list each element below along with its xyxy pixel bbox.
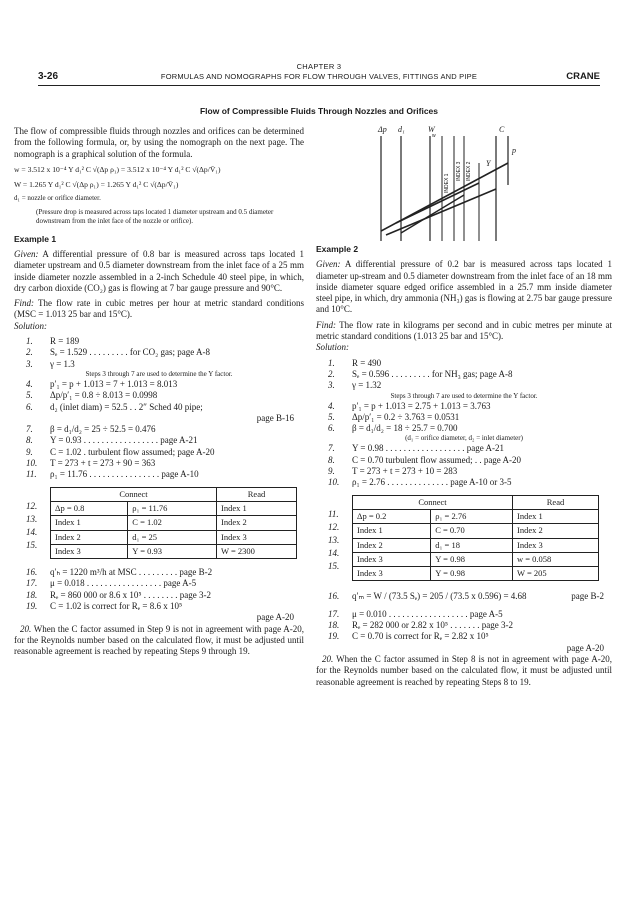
nomo-index3-label: INDEX 3 [456, 161, 462, 181]
step-number: 10. [328, 477, 340, 488]
example2-step [316, 620, 612, 631]
table-cell: Index 2 [51, 530, 128, 544]
example1-given [14, 249, 304, 294]
example1-step [14, 435, 304, 446]
example1-given-text: A differential pressure of 0.8 bar is measured across taps located 1 diameter upstream and 0.5 diameter downstream from the inlet face of a 25 mm inside diameter nozzle assembled in a 2-inch Schedule 40 steel pipe, in which, dry carbon dioxide (CO₂) gas is flowing at 7 bar gauge pressure and 90°C. [14, 248, 304, 293]
nomograph-svg [356, 123, 526, 243]
step-number: 17. [26, 578, 38, 589]
table-header-row [353, 495, 599, 509]
example2-steps-note: Steps 3 through 7 are used to determine the Y factor. [390, 391, 538, 400]
table-cell: W = 2300 [217, 544, 297, 558]
step-number: 19. [26, 600, 38, 611]
step-text: p′₁ = p + 1.013 = 2.75 + 1.013 = 3.763 [352, 400, 491, 411]
step-number: 1. [26, 336, 33, 347]
example1-step [14, 447, 304, 458]
nomo-label-d1: d₁ [398, 125, 405, 134]
left-column [14, 126, 304, 657]
table-cell: Index 2 [513, 524, 599, 538]
table-header-connect: Connect [353, 495, 513, 509]
step-number: 11. [26, 469, 37, 480]
nomo-line-4 [401, 195, 464, 233]
step-text: γ = 1.3 [50, 358, 75, 369]
chapter-label: CHAPTER 3 [296, 62, 342, 71]
d1-definition: d₁ = nozzle or orifice diameter. [14, 193, 101, 202]
step-number: 9. [328, 466, 335, 477]
step-text: Δp/p′₁ = 0.8 ÷ 8.013 = 0.0998 [50, 390, 158, 401]
step-number: 13. [26, 513, 38, 524]
step-number: 5. [26, 390, 33, 401]
table-cell: C = 1.02 [128, 516, 217, 530]
step-number: 20. [322, 653, 334, 664]
step-number: 8. [26, 435, 33, 446]
step-text: p′₁ = p + 1.013 = 7 + 1.013 = 8.013 [50, 378, 178, 389]
table-header-read: Read [513, 495, 599, 509]
step-text: q′ₕ = 1220 m³/h at MSC . . . . . . . . . page B-2 [50, 567, 213, 578]
example2-given [316, 259, 612, 315]
step-number: 3. [328, 380, 335, 391]
example1-step [14, 469, 304, 480]
example1-find-text: The flow rate in cubic metres per hour at metric standard conditions (MSC = 1.013 25 bar and 15°C). [14, 298, 304, 320]
example2-table-step-numbers [316, 508, 350, 573]
step-number: 13. [328, 534, 340, 545]
step-text: Rₑ = 282 000 or 2.82 x 10⁵ . . . . . . . page 3-2 [352, 620, 514, 631]
step-number: 18. [26, 589, 38, 600]
table-header-connect: Connect [51, 487, 217, 501]
step-text: Y = 0.93 . . . . . . . . . . . . . . . . . page A-21 [50, 435, 198, 446]
brand-name: CRANE [566, 71, 600, 82]
step-number: 5. [328, 411, 335, 422]
table-cell: Index 2 [353, 538, 431, 552]
example1-connect-table [14, 487, 304, 559]
step-number: 8. [328, 454, 335, 465]
example1-step19-ref: page A-20 [256, 612, 294, 623]
example2-step [316, 358, 612, 369]
example1-step [14, 336, 304, 347]
nomo-label-Y: Y [486, 159, 491, 168]
step-text: R = 490 [352, 357, 382, 368]
table-cell: Index 3 [513, 538, 599, 552]
step-text: C = 0.70 is correct for Rₑ = 2.82 x 10⁵ [352, 631, 489, 642]
example2-step6-note: (d₁ = orifice diameter, d₂ = inlet diameter) [405, 434, 523, 443]
table-cell: Index 3 [353, 567, 431, 581]
pressure-note: (Pressure drop is measured across taps located 1 diameter upstream and 0.5 diameter downstream from the inlet face of the nozzle or orifice). [36, 208, 274, 226]
example1-step [14, 590, 304, 601]
step-number: 14. [26, 526, 38, 537]
step-text: μ = 0.018 . . . . . . . . . . . . . . . . . page A-5 [50, 578, 197, 589]
step-number: 1. [328, 357, 335, 368]
step-number: 9. [26, 446, 33, 457]
table-cell: Index 2 [217, 516, 297, 530]
table-row [353, 524, 599, 538]
page-header [38, 71, 600, 84]
example2-step [316, 412, 612, 423]
step-ref: page B-2 [571, 591, 604, 602]
step-text: R = 189 [50, 336, 80, 347]
example1-step [14, 578, 304, 589]
step-number: 4. [26, 378, 33, 389]
table-cell: d₁ = 25 [128, 530, 217, 544]
step-number: 12. [328, 521, 340, 532]
step-text: q′ₘ = W / (73.5 Sₑ) = 205 / (73.5 x 0.596) = 4.68 [352, 591, 527, 602]
step-text: Rₑ = 860 000 or 8.6 x 10⁵ . . . . . . . . page 3-2 [50, 589, 212, 600]
step-text: C = 0.70 turbulent flow assumed; . . page A-20 [352, 454, 522, 465]
table-row [353, 509, 599, 523]
table-cell: d₁ = 18 [431, 538, 513, 552]
example1-step [14, 424, 304, 435]
example2-step [316, 423, 612, 434]
step-number: 16. [26, 567, 38, 578]
section-title: Flow of Compressible Fluids Through Nozzles and Orifices [199, 106, 439, 116]
table-cell: C = 0.70 [431, 524, 513, 538]
example2-step [316, 401, 612, 412]
connect-table [352, 495, 599, 582]
table-row [353, 567, 599, 581]
example2-solution-label: Solution: [316, 342, 349, 353]
table-cell: Δp = 0.2 [353, 509, 431, 523]
example1-steps-note: Steps 3 through 7 are used to determine the Y factor. [85, 369, 233, 378]
step-text: ρ₁ = 2.76 . . . . . . . . . . . . . . page A-10 or 3-5 [352, 477, 512, 488]
example1-step [14, 390, 304, 401]
table-cell: Index 1 [513, 509, 599, 523]
table-cell: ρ₁ = 2.76 [431, 509, 513, 523]
example2-step [316, 477, 612, 488]
step-number: 12. [26, 500, 38, 511]
example2-heading: Example 2 [316, 244, 359, 254]
nomo-index2-label: INDEX 2 [466, 161, 472, 181]
step-text: d₂ (inlet diam) = 52.5 . . 2″ Sched 40 pipe; [50, 401, 203, 412]
example1-step6-ref: page B-16 [256, 412, 294, 423]
example1-step [14, 601, 304, 612]
table-row [51, 530, 297, 544]
table-cell: Index 1 [217, 501, 297, 515]
step-number: 15. [328, 560, 340, 571]
step-number: 15. [26, 539, 38, 550]
nomo-w-label: w [432, 133, 436, 139]
connect-table [50, 487, 297, 559]
step-number: 6. [26, 401, 33, 412]
step-text: γ = 1.32 [352, 380, 382, 391]
table-row [51, 544, 297, 558]
table-cell: w = 0.058 [513, 552, 599, 566]
example2-find [316, 320, 612, 343]
nomograph-diagram [356, 123, 526, 243]
example2-find-label: Find: [316, 319, 336, 330]
step-number: 7. [26, 424, 33, 435]
step-number: 11. [328, 508, 339, 519]
step-number: 10. [26, 458, 38, 469]
table-row [353, 538, 599, 552]
example2-step [316, 455, 612, 466]
example2-step [316, 631, 612, 642]
step-number: 20. [20, 623, 32, 634]
table-row [51, 501, 297, 515]
example2-connect-table [316, 495, 612, 582]
example2-step [316, 369, 612, 380]
example2-step20 [316, 654, 612, 688]
step-number: 3. [26, 358, 33, 369]
right-column [316, 244, 612, 688]
table-cell: ρ₁ = 11.76 [128, 501, 217, 515]
step-text: When the C factor assumed in Step 9 is not in agreement with page A-20, for the Reynolds number based on the calculated flow, it must be adjusted until reasonable agreement is reached by repeating Steps 9 through 19. [14, 623, 305, 657]
table-cell: W = 205 [513, 567, 599, 581]
example2-given-label: Given: [316, 259, 341, 270]
example1-step [14, 567, 304, 578]
table-cell: Index 1 [51, 516, 128, 530]
example1-step [14, 379, 304, 390]
table-row [51, 516, 297, 530]
table-row [353, 552, 599, 566]
step-text: β = d₁/d₂ = 25 ÷ 52.5 = 0.476 [50, 424, 156, 435]
step-text: Y = 0.98 . . . . . . . . . . . . . . . . . . page A-21 [352, 443, 504, 454]
example1-step20 [14, 624, 304, 658]
nomo-index1-label: INDEX 1 [444, 173, 450, 193]
example1-find-label: Find: [14, 298, 34, 309]
step-text: Sₑ = 1.529 . . . . . . . . . for CO₂ gas; page A-8 [50, 347, 211, 358]
table-cell: Index 3 [217, 530, 297, 544]
table-header-row [51, 487, 297, 501]
example2-step16 [316, 591, 612, 602]
example2-step19-ref: page A-20 [566, 642, 604, 653]
step-text: β = d₁/d₂ = 18 ÷ 25.7 = 0.700 [352, 423, 458, 434]
step-text: T = 273 + t = 273 + 10 = 283 [352, 466, 458, 477]
example2-step [316, 443, 612, 454]
step-number: 14. [328, 547, 340, 558]
step-text: C = 1.02 . turbulent flow assumed; page A-20 [50, 446, 215, 457]
example2-find-text: The flow rate in kilograms per second and in cubic metres per minute at metric standard conditions (1.013 25 bar and 15°C). [316, 319, 612, 342]
intro-paragraph: The flow of compressible fluids through nozzles and orifices can be determined from the following formula, or, by using the nomograph on the next page. The nomograph is a graphical solution of the formula. [14, 126, 304, 159]
step-text: Sₑ = 0.596 . . . . . . . . . for NH₃ gas; page A-8 [352, 368, 513, 379]
step-number: 17. [328, 608, 340, 619]
table-cell: Δp = 0.8 [51, 501, 128, 515]
example1-table-step-numbers [14, 500, 48, 552]
nomo-label-C: C [499, 125, 505, 134]
step-text: When the C factor assumed in Step 8 is not in agreement with page A-20, for the Reynolds number based on the calculated flow, it must be adjusted until reasonable agreement is reached by repeating Steps 8 to 19. [316, 653, 612, 687]
table-cell: Y = 0.98 [431, 567, 513, 581]
nomo-label-W: W [428, 125, 435, 134]
page-header-title: FORMULAS AND NOMOGRAPHS FOR FLOW THROUGH VALVES, FITTINGS AND PIPE [160, 72, 478, 81]
example1-given-label: Given: [14, 248, 39, 259]
nomo-label-dp: Δp [378, 125, 387, 134]
header-rule [38, 85, 600, 86]
table-cell: Y = 0.98 [431, 552, 513, 566]
example2-step [316, 609, 612, 620]
example2-given-text: A differential pressure of 0.2 bar is measured across taps located 1 diameter up-stream and 0.5 diameter downstream from the inlet face of an 18 mm inside diameter square edged orifice assembled in a 25.7 mm inside diameter steel pipe, in which, dry ammonia (NH₃) gas is flowing at 2.75 bar gauge pressure and 10°C. [316, 259, 612, 315]
table-cell: Index 1 [353, 524, 431, 538]
nomo-line-3 [396, 183, 479, 223]
example1-step [14, 458, 304, 469]
nomo-label-p: p [512, 146, 516, 155]
example1-heading: Example 1 [14, 233, 57, 244]
step-text: Δp/p′₁ = 0.2 ÷ 3.763 = 0.0531 [352, 411, 460, 422]
formula-w: w = 3.512 x 10⁻⁴ Y d₁² C √(Δp ρ₁) = 3.512 x 10⁻⁴ Y d₁² C √(Δp/V̄₁) [14, 164, 221, 174]
step-number: 16. [328, 591, 340, 602]
step-number: 18. [328, 620, 340, 631]
example1-step [14, 402, 304, 413]
step-number: 19. [328, 631, 340, 642]
table-cell: Index 3 [353, 552, 431, 566]
example2-step [316, 380, 612, 391]
example2-step [316, 466, 612, 477]
step-number: 7. [328, 443, 335, 454]
step-text: μ = 0.010 . . . . . . . . . . . . . . . . . . page A-5 [352, 608, 503, 619]
step-number: 6. [328, 423, 335, 434]
page-number: 3-26 [38, 71, 59, 82]
example1-find [14, 298, 304, 321]
step-number: 2. [328, 368, 335, 379]
formula-W: W = 1.265 Y d₁² C √(Δp ρ₁) = 1.265 Y d₁² C √(Δp/V̄₁) [14, 179, 179, 189]
example1-solution-label: Solution: [14, 320, 47, 331]
step-text: C = 1.02 is correct for Rₑ = 8.6 x 10⁵ [50, 600, 183, 611]
table-cell: Y = 0.93 [128, 544, 217, 558]
table-cell: Index 3 [51, 544, 128, 558]
example1-step [14, 359, 304, 370]
step-text: T = 273 + t = 273 + 90 = 363 [50, 458, 156, 469]
step-number: 2. [26, 347, 33, 358]
step-text: ρ₁ = 11.76 . . . . . . . . . . . . . . . . page A-10 [50, 469, 199, 480]
example1-step [14, 347, 304, 358]
step-number: 4. [328, 400, 335, 411]
table-header-read: Read [217, 487, 297, 501]
